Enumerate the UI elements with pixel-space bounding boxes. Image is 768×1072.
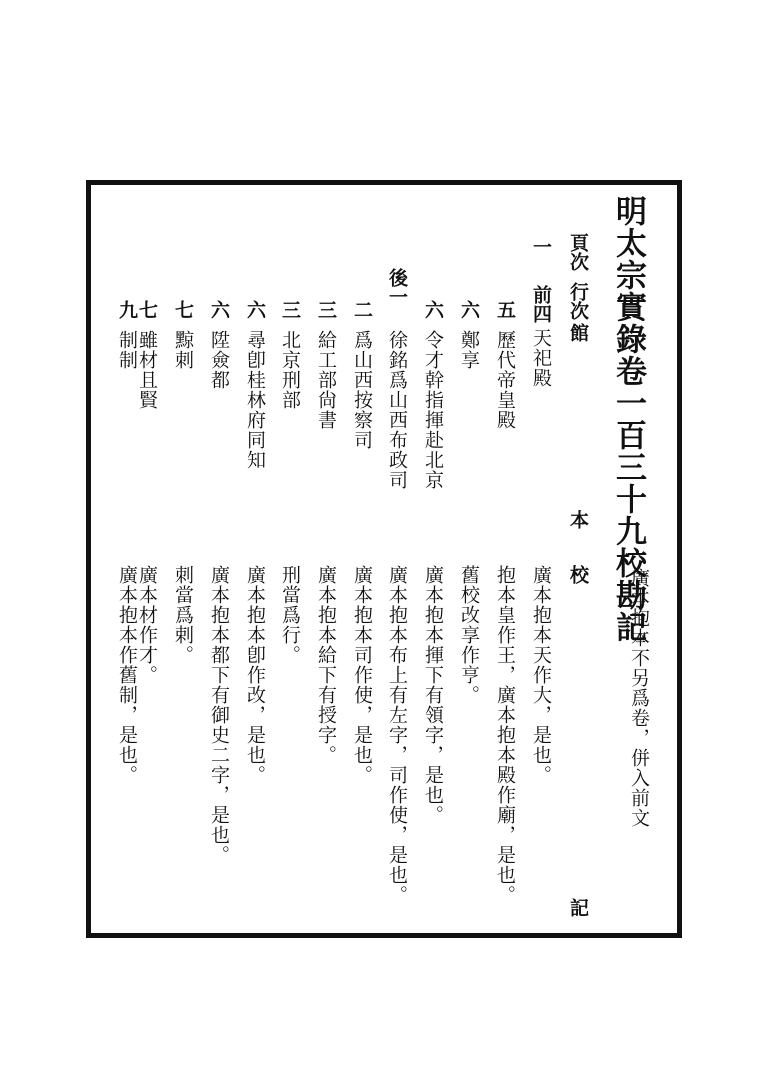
- row-page-no: 一: [530, 237, 552, 256]
- row-line-no: 六: [458, 300, 480, 319]
- row-line-no: 二: [351, 300, 373, 319]
- row-text: 歷代帝皇殿: [494, 330, 516, 430]
- row-remark: 廣本抱本卽作改，是也。: [244, 565, 266, 785]
- row-line-no: 三: [315, 300, 337, 319]
- header-page-line: 頁次: [567, 233, 589, 271]
- row-remark: 廣本抱本司作使，是也。: [351, 565, 373, 785]
- row-line-no: 五: [494, 300, 516, 319]
- row-text: 鄭享: [458, 330, 480, 370]
- row-line-no: 七: [136, 300, 158, 319]
- row-remark: 廣本抱本作舊制，是也。: [116, 565, 138, 785]
- row-line-no: 前四: [530, 285, 552, 323]
- row-line-no: 九: [116, 300, 138, 319]
- row-text: 雖材且賢: [136, 330, 158, 410]
- page-title: 明太宗實錄卷一百三十九校勘記: [610, 195, 646, 643]
- row-line-no: 六: [208, 300, 230, 319]
- row-remark: 刺當爲剌。: [172, 565, 194, 665]
- row-text: 爲山西按察司: [351, 330, 373, 450]
- row-remark: 廣本抱本都下有御史二字，是也。: [208, 565, 230, 865]
- row-text: 制制: [116, 330, 138, 370]
- row-remark: 廣本抱本布上有左字，司作使，是也。: [386, 565, 408, 905]
- row-text: 天祀殿: [530, 328, 552, 388]
- row-remark: 廣本抱本揮下有領字，是也。: [422, 565, 444, 825]
- header-line: 行次: [567, 282, 589, 320]
- row-text: 黥刺: [172, 330, 194, 370]
- row-remark: 廣本抱本給下有授字。: [315, 565, 337, 765]
- row-line-no: 六: [244, 300, 266, 319]
- header-ben: 本: [567, 510, 589, 529]
- row-line-no: 三: [279, 300, 301, 319]
- row-remark: 刑當爲行。: [279, 565, 301, 665]
- row-text: 徐銘爲山西布政司: [386, 330, 408, 490]
- row-line-no: 六: [422, 300, 444, 319]
- row-text: 陞僉都: [208, 330, 230, 390]
- row-line-no: 七: [172, 300, 194, 319]
- header-guan: 館: [567, 323, 589, 342]
- row-remark: 舊校改享作亨。: [458, 565, 480, 705]
- title-note: 廣本抱本不另爲卷，併入前文: [628, 568, 650, 828]
- row-remark: 廣本材作才。: [136, 565, 158, 685]
- row-remark: 抱本皇作王，廣本抱本殿作廟，是也。: [494, 565, 516, 905]
- row-text: 北京刑部: [279, 330, 301, 410]
- row-remark: 廣本抱本天作大，是也。: [530, 565, 552, 785]
- row-text: 令才幹指揮赴北京: [422, 330, 444, 490]
- row-text: 給工部尙書: [315, 330, 337, 430]
- header-jiao: 校: [567, 565, 589, 584]
- header-ji: 記: [567, 898, 589, 917]
- row-text: 尋卽桂林府同知: [244, 330, 266, 470]
- row-page-no: 後一: [386, 268, 408, 306]
- page-border: [86, 180, 682, 938]
